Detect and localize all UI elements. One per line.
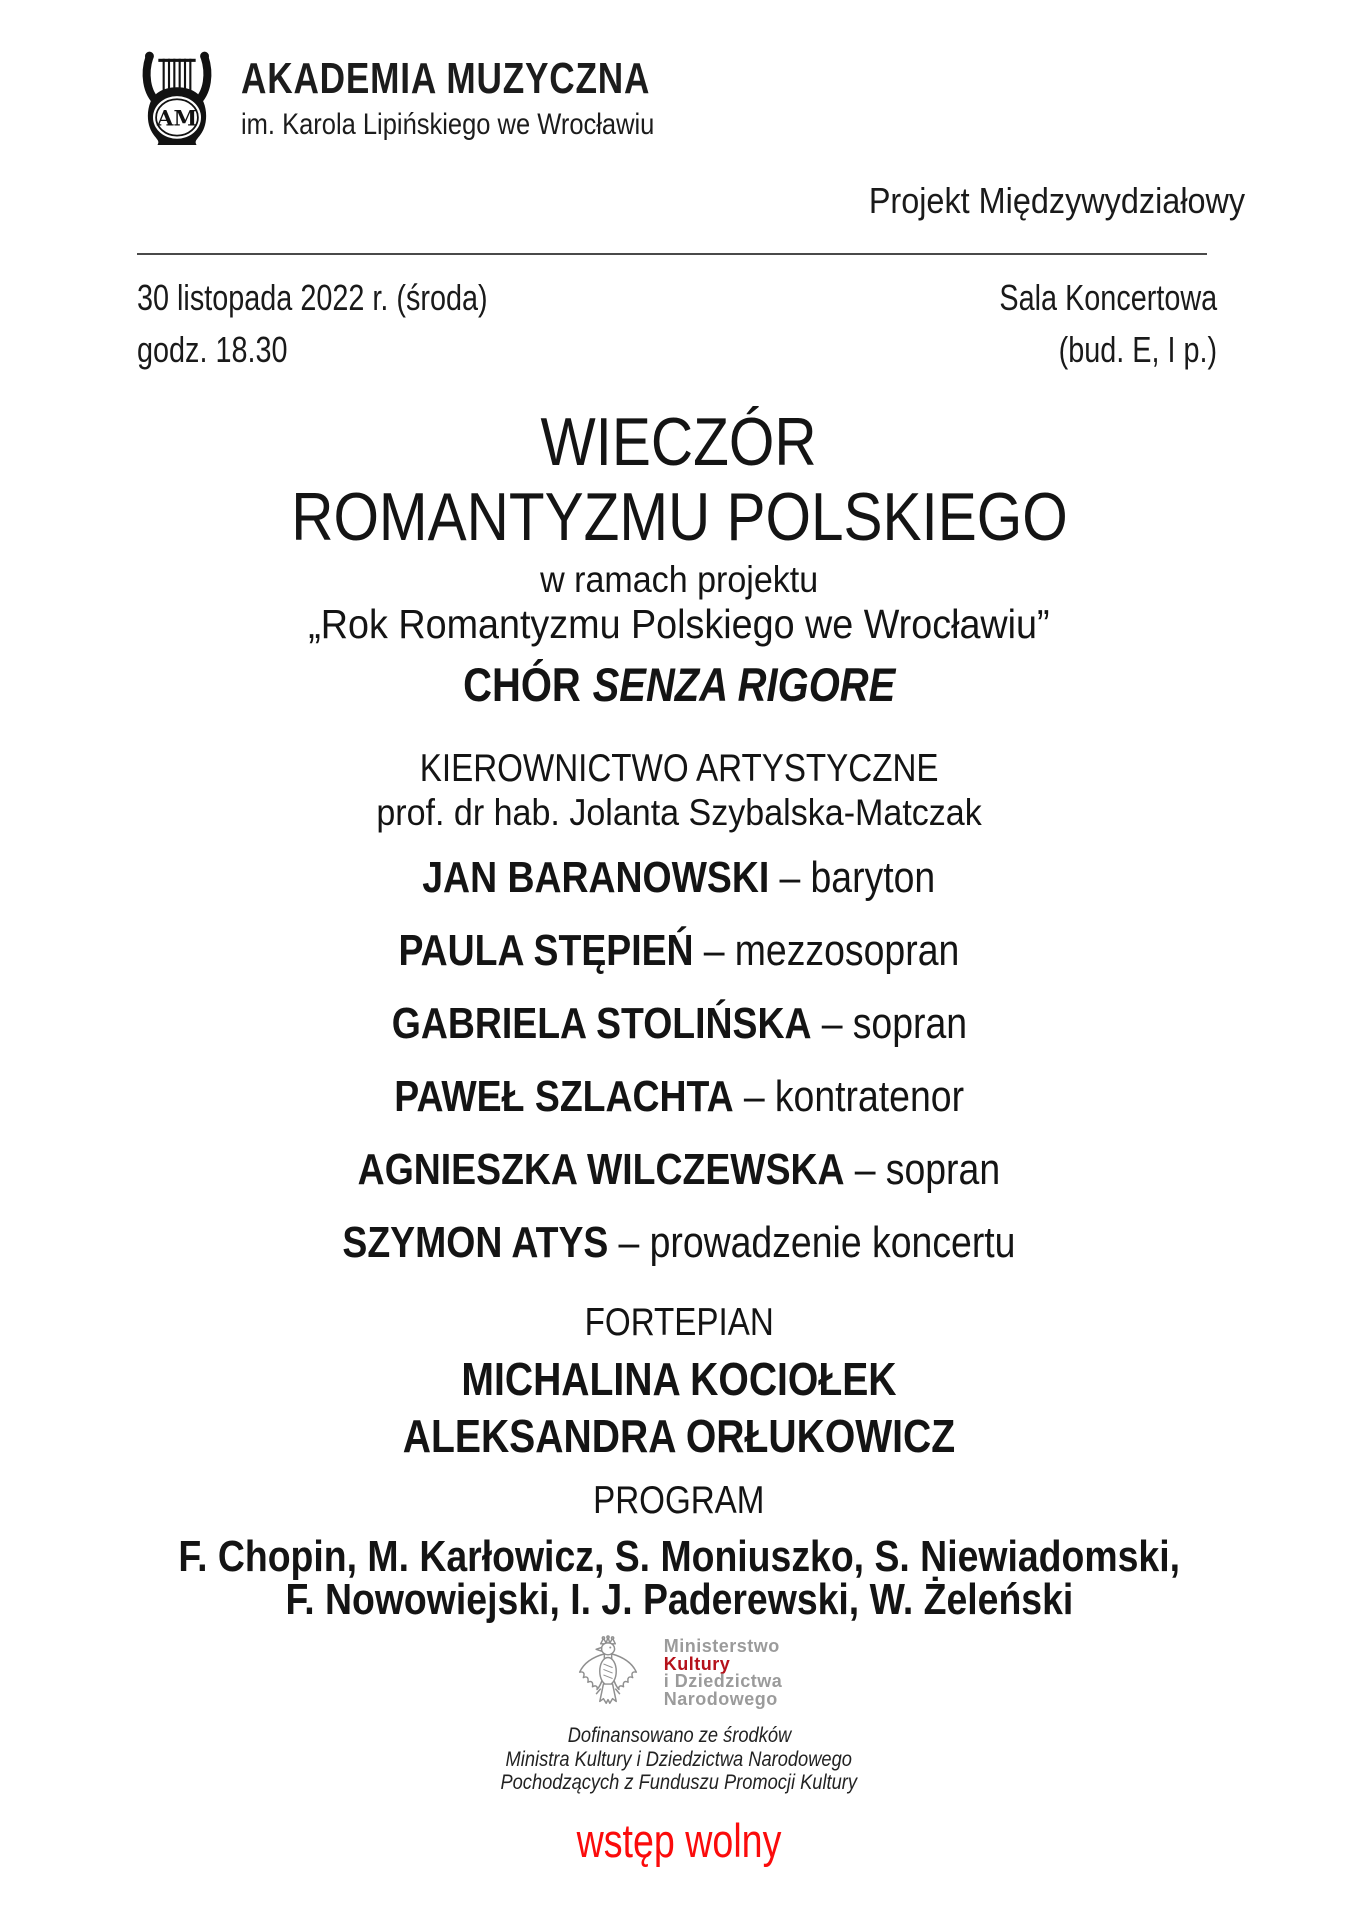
performer-name: JAN BARANOWSKI: [422, 853, 770, 902]
event-time: godz. 18.30: [137, 329, 288, 370]
event-venue: [945, 272, 1217, 376]
piano-heading: FORTEPIAN: [584, 1301, 774, 1344]
artistic-director-name: prof. dr hab. Jolanta Szybalska-Matczak: [376, 792, 982, 833]
project-label: Projekt Międzywydziałowy: [868, 180, 1245, 221]
ministry-logo-block: [0, 1635, 1358, 1713]
venue-detail: (bud. E, I p.): [1058, 329, 1217, 370]
composers-line2: F. Nowowiejski, I. J. Paderewski, W. Żeleński: [285, 1575, 1073, 1624]
event-title-line1: WIECZÓR: [540, 404, 818, 480]
performer-name: AGNIESZKA WILCZEWSKA: [357, 1145, 845, 1194]
dash: –: [854, 1145, 876, 1194]
performer-name: PAWEŁ SZLACHTA: [394, 1072, 734, 1121]
performer-line: [0, 841, 1358, 914]
venue-name: Sala Koncertowa: [999, 277, 1217, 318]
funding-line2: Ministra Kultury i Dziedzictwa Narodowego: [505, 1746, 853, 1771]
performer-role: sopran: [885, 1145, 1001, 1194]
performer-name: GABRIELA STOLIŃSKA: [391, 999, 812, 1048]
event-title-line2: ROMANTYZMU POLSKIEGO: [290, 479, 1068, 555]
funding-line3: Pochodzących z Funduszu Promocji Kultury: [500, 1770, 858, 1794]
pianist-name: MICHALINA KOCIOŁEK: [461, 1353, 897, 1405]
academy-name: AKADEMIA MUZYCZNA: [241, 54, 651, 103]
program-heading: PROGRAM: [593, 1479, 765, 1522]
performer-line: [0, 1206, 1358, 1279]
composers-line1: F. Chopin, M. Karłowicz, S. Moniuszko, S. Niewiadomski,: [178, 1532, 1180, 1581]
dash: –: [779, 853, 801, 902]
lyre-logo-icon: [137, 45, 217, 149]
performer-role: sopran: [852, 999, 967, 1048]
event-date: 30 listopada 2022 r. (środa): [137, 277, 488, 318]
header-divider: [137, 253, 1207, 255]
choir-prefix: CHÓR: [462, 658, 581, 711]
free-admission-text: wstęp wolny: [576, 1814, 782, 1867]
academy-logo-text: [241, 45, 753, 140]
pianists: [0, 1351, 1358, 1465]
performer-name: PAULA STĘPIEŃ: [398, 926, 694, 975]
title-subtitle1: w ramach projektu: [539, 559, 819, 600]
title-subtitle2: „Rok Romantyzmu Polskiego we Wrocławiu”: [308, 601, 1050, 647]
dash: –: [618, 1218, 640, 1267]
dash: –: [743, 1072, 765, 1121]
dash: –: [703, 926, 725, 975]
ministry-line1: Ministerstwo: [663, 1636, 780, 1656]
academy-logo-block: [137, 45, 753, 149]
ministry-line4: Narodowego: [663, 1688, 778, 1709]
choir-line: [463, 659, 895, 711]
performer-line: [0, 1133, 1358, 1206]
dash: –: [821, 999, 843, 1048]
polish-eagle-icon: [576, 1635, 640, 1713]
performer-name: SZYMON ATYS: [342, 1218, 609, 1267]
pianist-name: ALEKSANDRA ORŁUKOWICZ: [402, 1410, 956, 1462]
program-composers: [0, 1532, 1358, 1624]
performer-role: baryton: [810, 853, 936, 902]
funding-note: [0, 1724, 1358, 1795]
performer-line: [0, 987, 1358, 1060]
poster-body: [0, 404, 1358, 1624]
ministry-text: [664, 1635, 783, 1708]
artistic-direction-heading: KIEROWNICTWO ARTYSTYCZNE: [419, 747, 939, 790]
funding-line1: Dofinansowano ze środków: [567, 1723, 791, 1747]
event-datetime: [137, 272, 575, 376]
performer-role: prowadzenie koncertu: [649, 1218, 1016, 1267]
performer-line: [0, 1060, 1358, 1133]
ministry-line2: Kultury: [663, 1653, 731, 1674]
performer-line: [0, 914, 1358, 987]
choir-name: SENZA RIGORE: [592, 658, 896, 711]
svg-text:AM: AM: [156, 106, 198, 132]
performers-list: [0, 841, 1358, 1279]
performer-role: mezzosopran: [734, 926, 960, 975]
ministry-line3: i Dziedzictwa: [663, 1671, 783, 1691]
academy-subtitle: im. Karola Lipińskiego we Wrocławiu: [241, 108, 655, 141]
performer-role: kontratenor: [774, 1072, 964, 1121]
